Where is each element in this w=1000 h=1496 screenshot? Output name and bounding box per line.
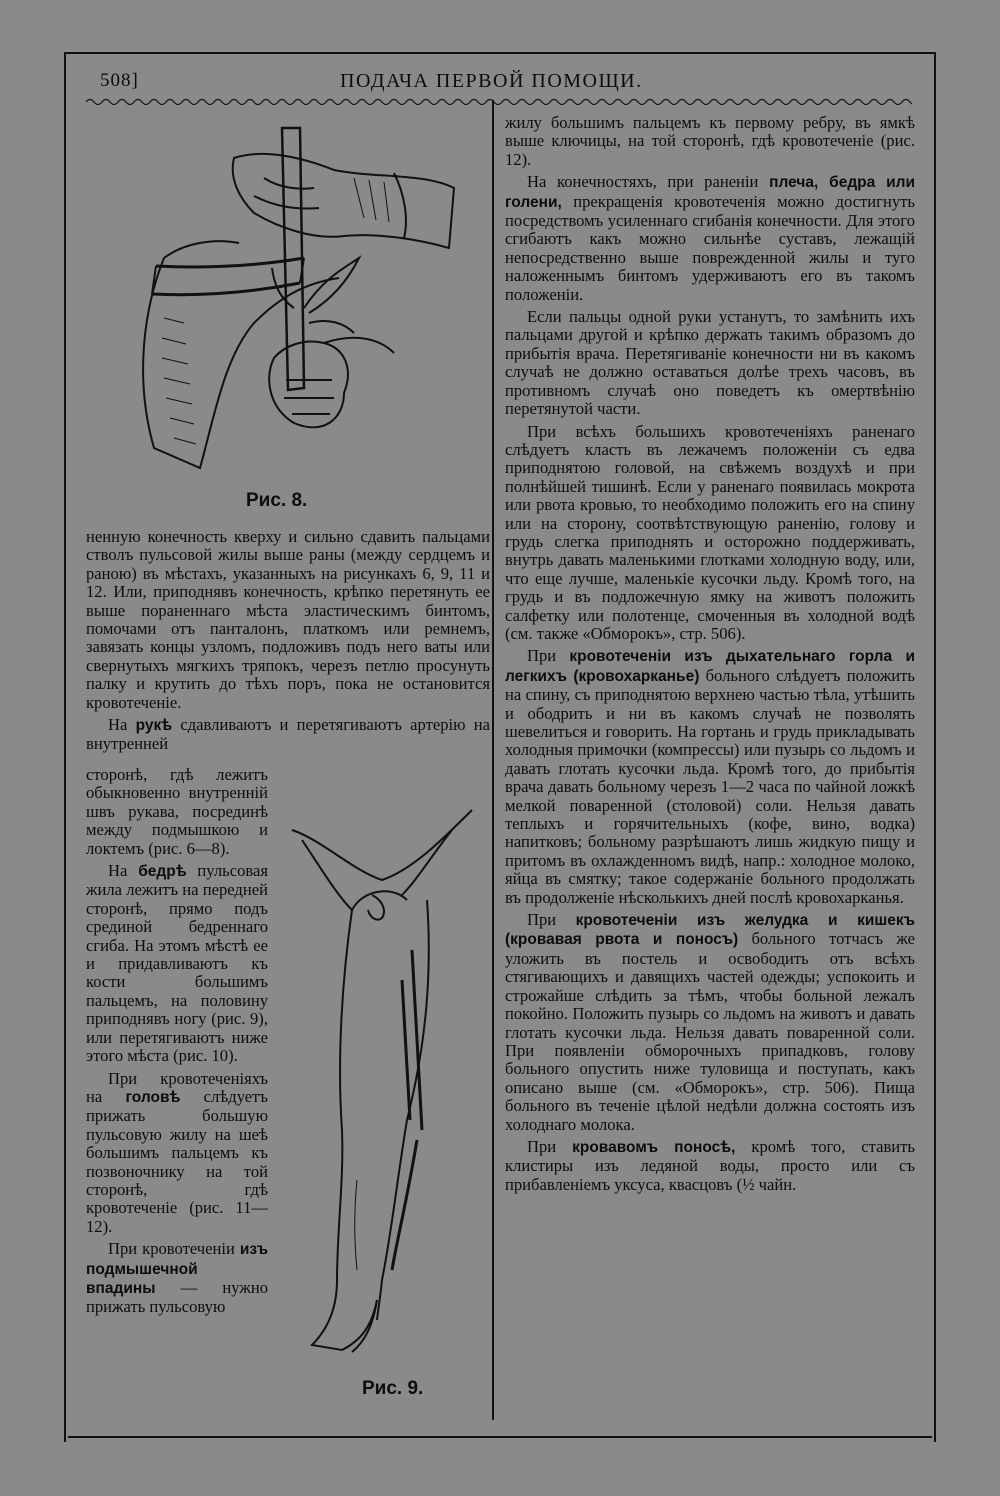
armpit-lead: При кровотеченіи — [108, 1239, 240, 1259]
diarrhea-bold: кровавомъ поносѣ, — [572, 1138, 736, 1156]
figure-8-tourniquet-illustration — [104, 118, 474, 478]
paragraph-stomach — [505, 911, 915, 1134]
diarrhea-lead: При — [527, 1136, 573, 1156]
header-wavy-rule — [86, 96, 912, 108]
paragraph-fingers: Если пальцы одной руки устанутъ, то замѣнить ихъ пальцами другой и крѣпко держать такимъ образомъ до прибытія врача. Перетягиваніе конечности ни въ какомъ случаѣ не должно оставаться долѣе трехъ часовъ, въ противномъ случаѣ оно поведетъ къ омертвѣнію перетянутой части. — [505, 307, 915, 419]
column-divider — [492, 100, 494, 1420]
paragraph-thigh — [86, 862, 268, 1065]
left-column-top-text — [86, 528, 490, 754]
arm-rest: сдавливаютъ и перетягиваютъ артерію на внутренней — [86, 715, 490, 754]
paragraph-tourniquet: ненную конечность кверху и сильно сдавить пальцами стволъ пульсовой жилы выше раны (между сердцемъ и раною) въ мѣстахъ, указанныхъ на рисункахъ 6, 9, 11 и 12. Или, приподнявъ конечность, крѣпко перетянуть ее выше пораненнаго мѣста эластическимъ бинтомъ, помочами отъ панталонъ, платкомъ или ремнемъ, завязать концы узломъ, подложивъ подъ него ваты или свернутыхъ мягкихъ тряпокъ, черезъ петлю просунуть палку и крутить до тѣхъ поръ, пока не остановится кровотеченіе. — [86, 527, 490, 712]
paragraph-armpit — [86, 1240, 268, 1317]
thigh-lead: На — [108, 861, 139, 881]
bottom-rule — [68, 1436, 932, 1438]
arm-bold: рукѣ — [135, 717, 173, 735]
limbs-rest: прекращенія кровотеченія можно достигнуть посредствомъ усиленнаго сгибанія конечности. Для этого сгибаютъ какъ можно сильнѣе суставъ, лежащій непосредственно выше поврежденной жилы и туго наложеннымъ бинтомъ удерживаютъ его въ такомъ положеніи. — [505, 191, 915, 304]
arm-lead: На — [108, 715, 136, 735]
head-bold: головѣ — [125, 1088, 181, 1106]
armpit-rest: — нужно прижать пульсовую — [86, 1277, 268, 1317]
right-column-text — [505, 114, 915, 1194]
page-header — [100, 66, 922, 100]
paragraph-large-bleeding: При всѣхъ большихъ кровотеченіяхъ раненаго слѣдуетъ класть въ лежачемъ положеніи съ едва приподнятою головой, на свѣжемъ воздухѣ и при полнѣйшей тишинѣ. Если у раненаго появилась мокрота или рвота кровью, то необходимо положить его на спину или на сторону, соотвѣтствующую раненію, голову и грудь слегка приподнять и осторожно поддерживать, внутрь давать маленькими глотками холодную воду, или, что еще лучше, маленькіе кусочки льду. Кромѣ того, на грудь и въ подложечную ямку на животъ положить салфетку или полотенце, смоченныя въ холодной водѣ (см. также «Обморокъ», стр. 506). — [505, 421, 915, 643]
paragraph-bloody-diarrhea — [505, 1138, 915, 1194]
running-title: ПОДАЧА ПЕРВОЙ ПОМОЩИ. — [340, 70, 643, 92]
stomach-bold: кровотеченіи изъ желудка и кишекъ (кровавая рвота и поносъ) — [505, 912, 915, 949]
paragraph-head — [86, 1070, 268, 1237]
thigh-rest: пульсовая жила лежитъ на передней сторонѣ, прямо подъ срединой бедреннаго сгиба. На этомъ мѣстѣ ее и придавливаютъ къ кости большимъ пальцемъ, на половину приподнявъ ногу (рис. 9), или перетягиваютъ ниже этого мѣста (рис. 10). — [86, 861, 268, 1066]
limbs-lead: На конечностяхъ, при раненіи — [527, 172, 770, 192]
stomach-lead: При — [527, 910, 576, 930]
lungs-rest: больного слѣдуетъ положить на спину, съ приподнятою верхнею частью тѣла, утѣшить и ободрить и ни въ какомъ случаѣ не позволять шевелиться и говорить. На гортань и грудь прикладывать холодныя примочки (компрессы) или пузырь со льдомъ и давать глотать кусочки льда. Кромѣ того, до прибытія врача давать больному черезъ 1—2 часа по чайной ложкѣ мелкой поваренной (столовой) соли. Нельзя давать теплыхъ и горячительныхъ (кофе, вино, водка) напитковъ; больному разрѣшаютъ лишь жидкую пищу и притомъ въ охлажденномъ видѣ, напр.: холодное молоко, яйца въ смятку; такое содержаніе больного продолжать въ продолженіе нѣсколькихъ дней послѣ кровохарканья. — [505, 665, 915, 907]
paragraph-arm-lead — [86, 716, 490, 754]
head-rest: слѣдуетъ прижать большую пульсовую жилу на шеѣ большимъ пальцемъ къ позвоночнику на той сторонѣ, гдѣ кровотеченіе (рис. 11—12). — [86, 1086, 268, 1236]
paragraph-subclavian: жилу большимъ пальцемъ къ первому ребру, въ ямкѣ выше ключицы, на той сторонѣ, гдѣ кровотеченіе (рис. 12). — [505, 113, 915, 169]
head-lead: При кровотеченіяхъ на — [86, 1068, 268, 1106]
lungs-lead: При — [527, 646, 570, 666]
lungs-bold: кровотеченіи изъ дыхательнаго горла и легкихъ (кровохарканье) — [505, 648, 915, 685]
figure-9-leg-illustration — [282, 800, 482, 1370]
thigh-bold: бедрѣ — [138, 863, 187, 881]
figure-8-caption: Рис. 8. — [246, 490, 308, 511]
limbs-bold: плеча, бедра или голени, — [505, 174, 915, 211]
paragraph-limbs — [505, 173, 915, 304]
page-number: 508] — [100, 70, 139, 91]
left-column-narrow-text — [86, 766, 268, 1317]
figure-9-caption: Рис. 9. — [362, 1378, 424, 1399]
stomach-rest: больного тотчасъ же уложить въ постель и освободить отъ всѣхъ стягивающихъ и давящихъ частей одежды; успокоить и строжайше слѣдить за тѣмъ, чтобы больной лежалъ покойно. Положить пузырь со льдомъ на животъ и давать глотать кусочки льда. Нельзя давать поваренной соли. При появленіи обморочныхъ припадковъ, голову больного опустить ниже туловища и поступать, какъ описано выше (см. «Обморокъ», стр. 506). Пища больного въ теченіе цѣлой недѣли должна состоять изъ холоднаго молока. — [505, 929, 915, 1134]
armpit-bold: изъ подмышечной впадины — [86, 1241, 268, 1297]
paragraph-arm-cont: сторонѣ, гдѣ лежитъ обыкновенно внутренній швъ рукава, посрединѣ между подмышкою и локтемъ (рис. 6—8). — [86, 765, 268, 858]
paragraph-lungs — [505, 647, 915, 907]
diarrhea-rest: кромѣ того, ставить клистиры изъ ледяной воды, просто или съ прибавленіемъ уксуса, квасцовъ (½ чайн. — [505, 1136, 915, 1194]
